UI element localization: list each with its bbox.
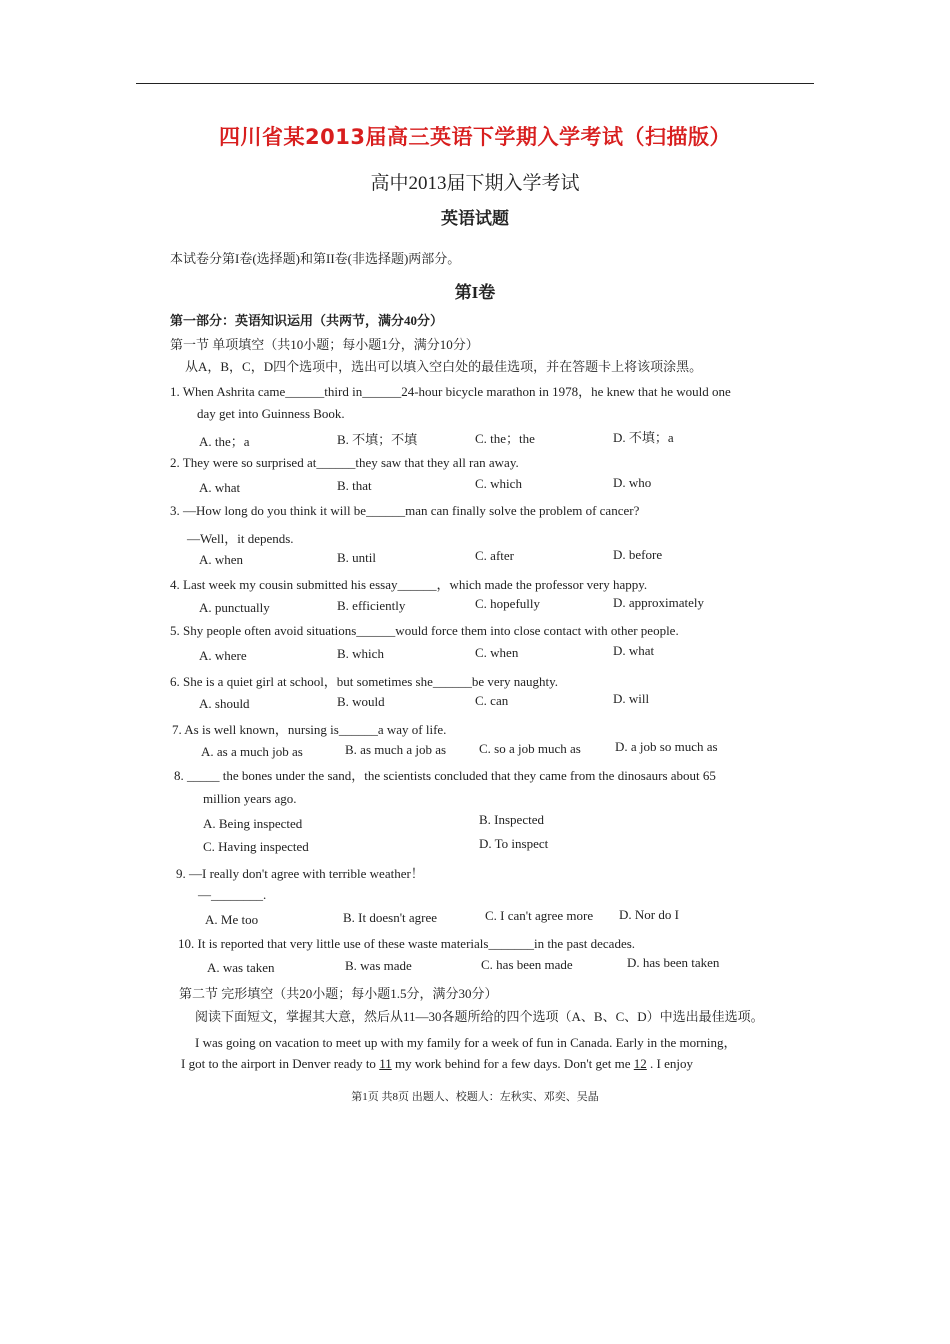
option-c: C. hopefully: [475, 596, 540, 611]
passage-line: I was going on vacation to meet up with my family for a week of fun in Canada. Early in the morning，: [195, 1035, 737, 1050]
blank-number: 12: [633, 1056, 647, 1071]
subject-title: 英语试题: [441, 209, 509, 228]
option-d: D. approximately: [613, 595, 704, 610]
option-c: C. so a job much as: [479, 741, 581, 756]
section2-heading: 第二节 完形填空（共20小题；每小题1.5分，满分30分）: [179, 986, 498, 1001]
question-stem: 10. It is reported that very little use of these waste materials_______in the past decades.: [178, 936, 636, 951]
option-b: B. until: [337, 550, 377, 565]
option-a: A. Being inspected: [203, 816, 303, 831]
option-b: B. Inspected: [479, 812, 544, 827]
option-c: C. can: [475, 693, 509, 708]
option-b: B. efficiently: [337, 598, 406, 613]
question-stem: 9. —I really don't agree with terrible weather！: [176, 866, 424, 881]
intro-text: 本试卷分第I卷(选择题)和第II卷(非选择题)两部分。: [170, 251, 461, 266]
option-c: C. after: [475, 548, 514, 563]
option-a: A. when: [199, 552, 244, 567]
question-stem-cont: day get into Guinness Book.: [197, 406, 345, 421]
option-c: C. Having inspected: [203, 839, 309, 854]
blank-number: 11: [379, 1056, 392, 1071]
option-c: C. I can't agree more: [485, 908, 594, 923]
passage-text: I got to the airport in Denver ready to: [181, 1056, 376, 1071]
section2-instruction: 阅读下面短文，掌握其大意，然后从11—30各题所给的四个选项（A、B、C、D）中选出最佳选项。: [195, 1009, 764, 1024]
option-d: D. what: [613, 643, 655, 658]
passage-text: my work behind for a few days. Don't get me: [394, 1056, 631, 1071]
question-stem: 5. Shy people often avoid situations______would force them into close contact with other people.: [170, 623, 679, 638]
question-stem: 6. She is a quiet girl at school，but sometimes she______be very naughty.: [170, 674, 559, 689]
passage-text: . I enjoy: [650, 1056, 693, 1071]
page-footer: 第1页 共8页 出题人、校题人：左秋实、邓奕、吴晶: [351, 1091, 599, 1103]
option-a: A. Me too: [205, 912, 259, 927]
option-a: A. should: [199, 696, 250, 711]
option-d: D. To inspect: [479, 836, 549, 851]
option-b: B. would: [337, 694, 385, 709]
option-d: D. 不填；a: [613, 430, 674, 445]
option-c: C. which: [475, 476, 522, 491]
option-d: D. before: [613, 547, 663, 562]
question-stem: 3. —How long do you think it will be______man can finally solve the problem of cancer?: [170, 503, 640, 518]
option-b: B. which: [337, 646, 384, 661]
option-b: B. that: [337, 478, 372, 493]
option-b: B. as much a job as: [345, 742, 447, 757]
question-stem-cont: —Well，it depends.: [187, 531, 294, 546]
question-stem-cont: —________.: [198, 887, 267, 902]
option-c: C. has been made: [481, 957, 573, 972]
option-d: D. will: [613, 691, 650, 706]
part-heading: 第一部分：英语知识运用（共两节，满分40分）: [170, 313, 444, 328]
option-d: D. who: [613, 475, 652, 490]
exam-title: 高中2013届下期入学考试: [370, 173, 580, 194]
option-b: B. It doesn't agree: [343, 910, 438, 925]
volume-title: 第I卷: [454, 283, 496, 302]
option-d: D. Nor do I: [619, 907, 679, 922]
option-a: A. as a much job as: [201, 744, 303, 759]
option-a: A. where: [199, 648, 247, 663]
question-stem: 2. They were so surprised at______they saw that they all ran away.: [170, 455, 519, 470]
question-stem: 1. When Ashrita came______third in______24-hour bicycle marathon in 1978，he knew that he would one: [170, 384, 731, 399]
question-stem: 7. As is well known，nursing is______a way of life.: [172, 722, 447, 737]
section-instruction: 从A，B，C，D四个选项中，选出可以填入空白处的最佳选项，并在答题卡上将该项涂黑。: [185, 359, 703, 374]
question-stem-cont: million years ago.: [203, 791, 297, 806]
document-headline: 四川省某2013届高三英语下学期入学考试（扫描版）: [219, 125, 731, 149]
option-b: B. was made: [345, 958, 412, 973]
section-heading: 第一节 单项填空（共10小题；每小题1分，满分10分）: [170, 337, 479, 352]
option-c: C. when: [475, 645, 519, 660]
option-b: B. 不填；不填: [337, 432, 418, 447]
option-c: C. the；the: [475, 431, 535, 446]
question-stem: 8. _____ the bones under the sand，the scientists concluded that they came from the dinosaurs about 65: [174, 768, 716, 783]
top-rule: [136, 83, 814, 84]
option-a: A. was taken: [207, 960, 275, 975]
scanned-exam-page: [165, 160, 785, 1120]
option-d: D. has been taken: [627, 955, 720, 970]
option-a: A. punctually: [199, 600, 270, 615]
question-stem: 4. Last week my cousin submitted his essay______，which made the professor very happy.: [170, 577, 648, 592]
passage-line: [181, 1056, 693, 1072]
option-a: A. what: [199, 480, 241, 495]
option-a: A. the；a: [199, 434, 250, 449]
option-d: D. a job so much as: [615, 739, 718, 754]
